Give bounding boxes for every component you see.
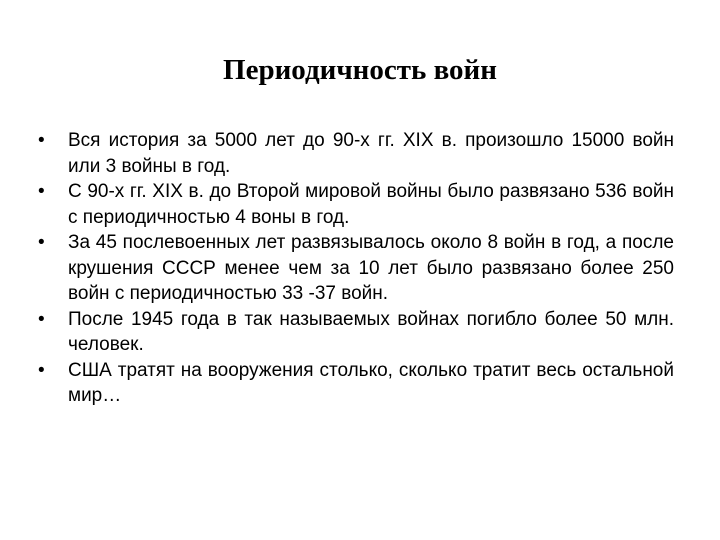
bullet-item [38, 358, 674, 409]
bullet-list [38, 128, 674, 409]
bullet-icon: • [38, 181, 45, 202]
bullet-text: Вся история за 5000 лет до 90-х гг. XIX в. произошло 15000 войн или 3 войны в год. [68, 130, 674, 177]
bullet-item [38, 307, 674, 358]
bullet-icon: • [38, 232, 45, 253]
bullet-icon: • [38, 359, 45, 381]
bullet-icon: • [38, 130, 45, 151]
bullet-text: После 1945 года в так называемых войнах погибло более 50 млн. человек. [68, 308, 674, 355]
bullet-icon: • [38, 308, 45, 330]
bullet-text: С 90-х гг. XIX в. до Второй мировой войны было развязано 536 войн с периодичностью 4 воны в год. [68, 181, 674, 228]
bullet-item [38, 230, 674, 307]
slide-title: Периодичность войн [223, 54, 497, 86]
bullet-text: За 45 послевоенных лет развязывалось около 8 войн в год, а после крушения СССР менее чем за 10 лет было развязано более 250 войн с периодичностью 33 -37 войн. [68, 232, 674, 304]
bullet-item [38, 128, 674, 179]
bullet-text: США тратят на вооружения столько, сколько тратит весь остальной мир… [68, 359, 674, 406]
bullet-item [38, 179, 674, 230]
